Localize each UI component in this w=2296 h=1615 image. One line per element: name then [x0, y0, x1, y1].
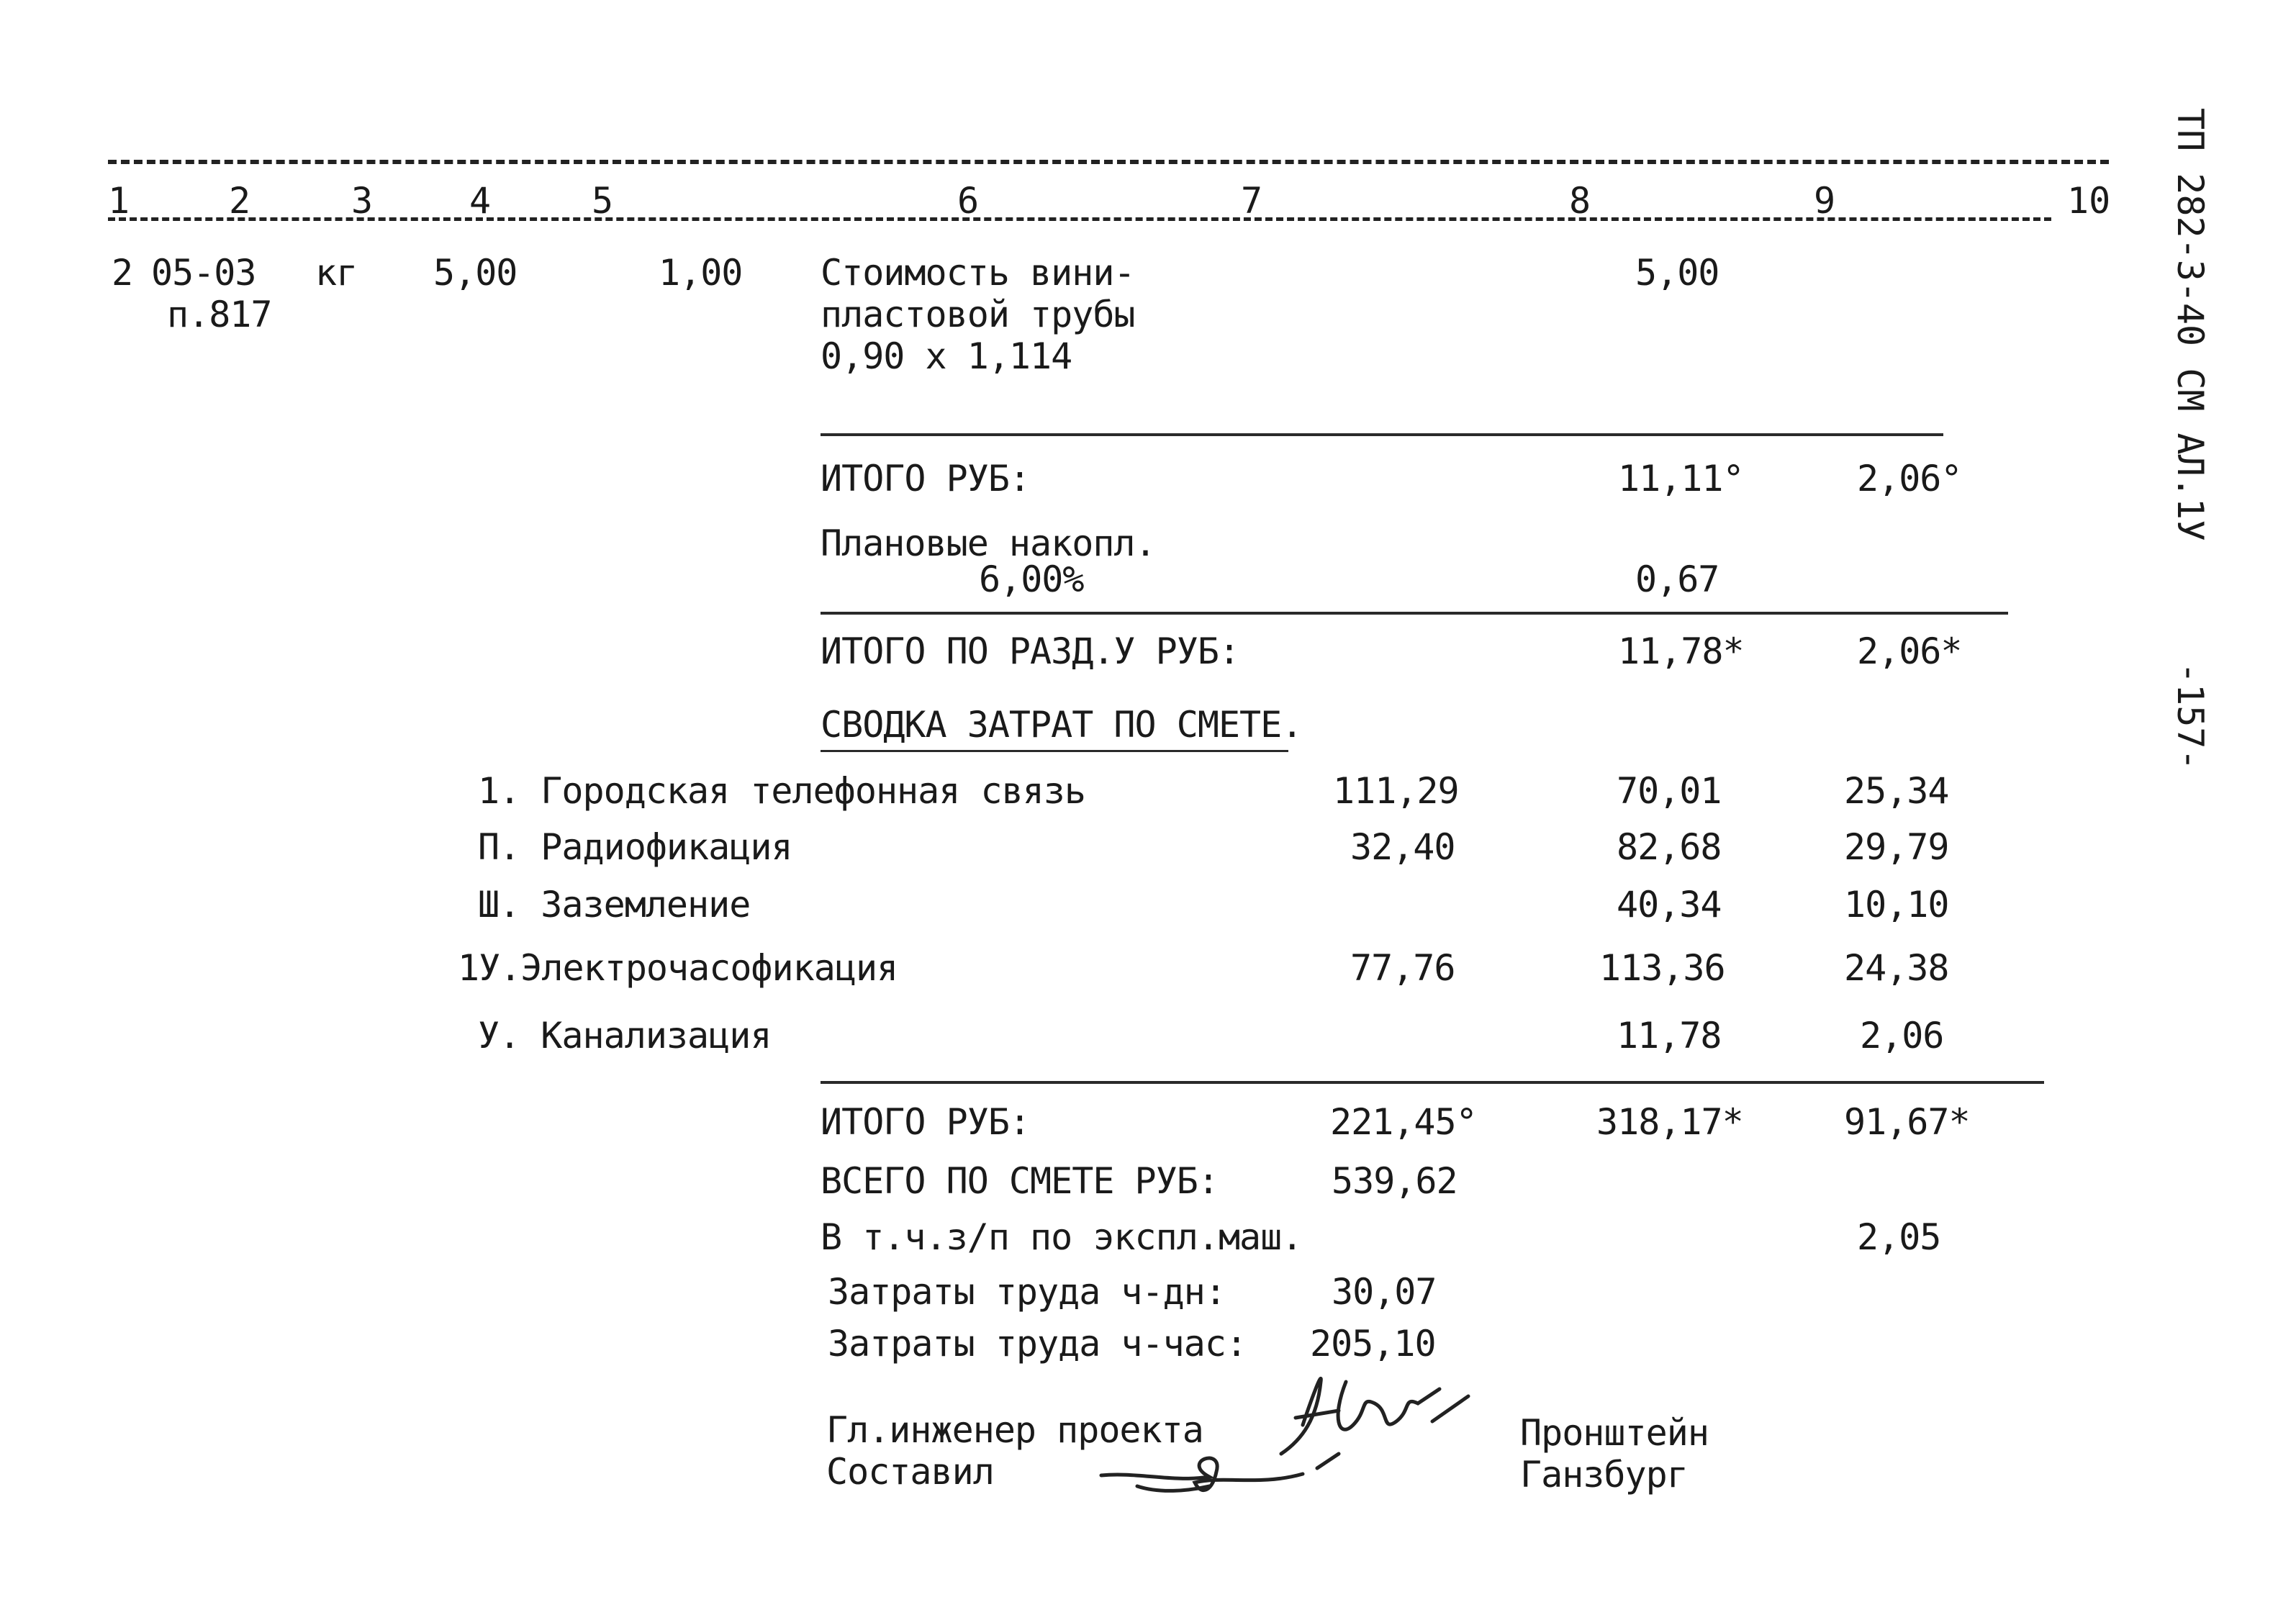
summary-row-c9: 29,79 [1844, 826, 1949, 868]
labor-hours-value: 205,10 [1310, 1323, 1436, 1365]
summary-row-label: П. Радиофикация [478, 826, 792, 868]
col-num-1: 1 [108, 180, 130, 222]
grand-itogo-label: ИТОГО РУБ: [821, 1101, 1031, 1143]
item-description-line3: 0,90 х 1,114 [821, 335, 1072, 377]
itogo-label: ИТОГО РУБ: [821, 458, 1031, 499]
compiler-role: Составил [826, 1451, 994, 1493]
item-quantity: 5,00 [433, 252, 517, 294]
chief-engineer-role: Гл.инженер проекта [826, 1409, 1203, 1451]
summary-row-label: 1У.Электрочасофикация [458, 947, 898, 989]
planned-savings-col8: 0,67 [1635, 558, 1719, 600]
item-position: 2 [112, 252, 133, 294]
item-cost-col8: 5,00 [1635, 252, 1719, 294]
summary-row-c8: 40,34 [1617, 884, 1722, 926]
machine-wage-value: 2,05 [1857, 1216, 1941, 1258]
col-num-9: 9 [1814, 180, 1836, 222]
summary-row-label: У. Канализация [478, 1015, 772, 1057]
labor-hours-label: Затраты труда ч-час: [828, 1323, 1247, 1365]
header-dashed-rule [108, 160, 2109, 164]
col-num-5: 5 [592, 180, 614, 222]
summary-row-c8: 113,36 [1599, 947, 1725, 989]
machine-wage-label: В т.ч.з/п по экспл.маш. [821, 1216, 1303, 1258]
col-num-2: 2 [229, 180, 251, 222]
grand-itogo-c8: 318,17* [1596, 1101, 1743, 1143]
item-unit: кг [315, 252, 358, 294]
item-unit-price: 1,00 [659, 252, 743, 294]
itogo-col9: 2,06° [1857, 458, 1962, 499]
section-total-rule [821, 612, 2008, 615]
summary-row-c9: 24,38 [1844, 947, 1949, 989]
col-num-3: 3 [351, 180, 374, 222]
document-code-stamp: ТП 282-3-40 СМ АЛ.1У [2169, 108, 2211, 542]
planned-savings-percent: 6,00% [979, 558, 1084, 600]
col-num-10: 10 [2067, 180, 2111, 222]
section-total-label: ИТОГО ПО РАЗД.У РУБ: [821, 630, 1240, 672]
section-total-col8: 11,78* [1618, 630, 1744, 672]
grand-itogo-c9: 91,67* [1844, 1101, 1970, 1143]
page-number: -157- [2169, 662, 2211, 771]
item-description-line1: Стоимость вини- [821, 252, 1135, 294]
grand-itogo-c7: 221,45° [1330, 1101, 1477, 1143]
handwritten-signature-compiler [1094, 1432, 1324, 1511]
summary-row-c8: 70,01 [1617, 770, 1722, 812]
summary-row-c9: 10,10 [1844, 884, 1949, 926]
header-underline-dashes [108, 217, 2051, 221]
summary-row-c7: 77,76 [1350, 947, 1455, 989]
summary-row-c8: 82,68 [1617, 826, 1722, 868]
col-num-8: 8 [1569, 180, 1591, 222]
col-num-7: 7 [1241, 180, 1263, 222]
item-description-line2: пластовой трубы [821, 294, 1135, 335]
summary-row-label: 1. Городская телефонная связь [478, 770, 1085, 812]
labor-days-value: 30,07 [1332, 1271, 1437, 1313]
section-total-col9: 2,06* [1857, 630, 1962, 672]
item-code: 05-03 [151, 252, 256, 294]
compiler-name: Ганзбург [1520, 1454, 1688, 1496]
summary-row-c9: 2,06 [1860, 1015, 1944, 1057]
labor-days-label: Затраты труда ч-дн: [828, 1271, 1226, 1313]
subtotal-rule [821, 433, 1943, 436]
col-num-4: 4 [469, 180, 492, 222]
item-code-paragraph: п.817 [167, 294, 272, 335]
itogo-col8: 11,11° [1618, 458, 1744, 499]
summary-row-label: Ш. Заземление [478, 884, 751, 926]
col-num-6: 6 [957, 180, 980, 222]
summary-row-c8: 11,78 [1617, 1015, 1722, 1057]
summary-title: СВОДКА ЗАТРАТ ПО СМЕТЕ. [821, 704, 1303, 746]
summary-row-c9: 25,34 [1844, 770, 1949, 812]
vsego-value: 539,62 [1332, 1160, 1457, 1202]
summary-row-c7: 32,40 [1350, 826, 1455, 868]
grand-total-rule [821, 1081, 2044, 1084]
summary-row-c7: 111,29 [1333, 770, 1459, 812]
planned-savings-label: Плановые накопл. [821, 522, 1156, 564]
vsego-label: ВСЕГО ПО СМЕТЕ РУБ: [821, 1160, 1219, 1202]
summary-title-underline [821, 750, 1288, 752]
chief-engineer-name: Пронштейн [1520, 1412, 1709, 1454]
